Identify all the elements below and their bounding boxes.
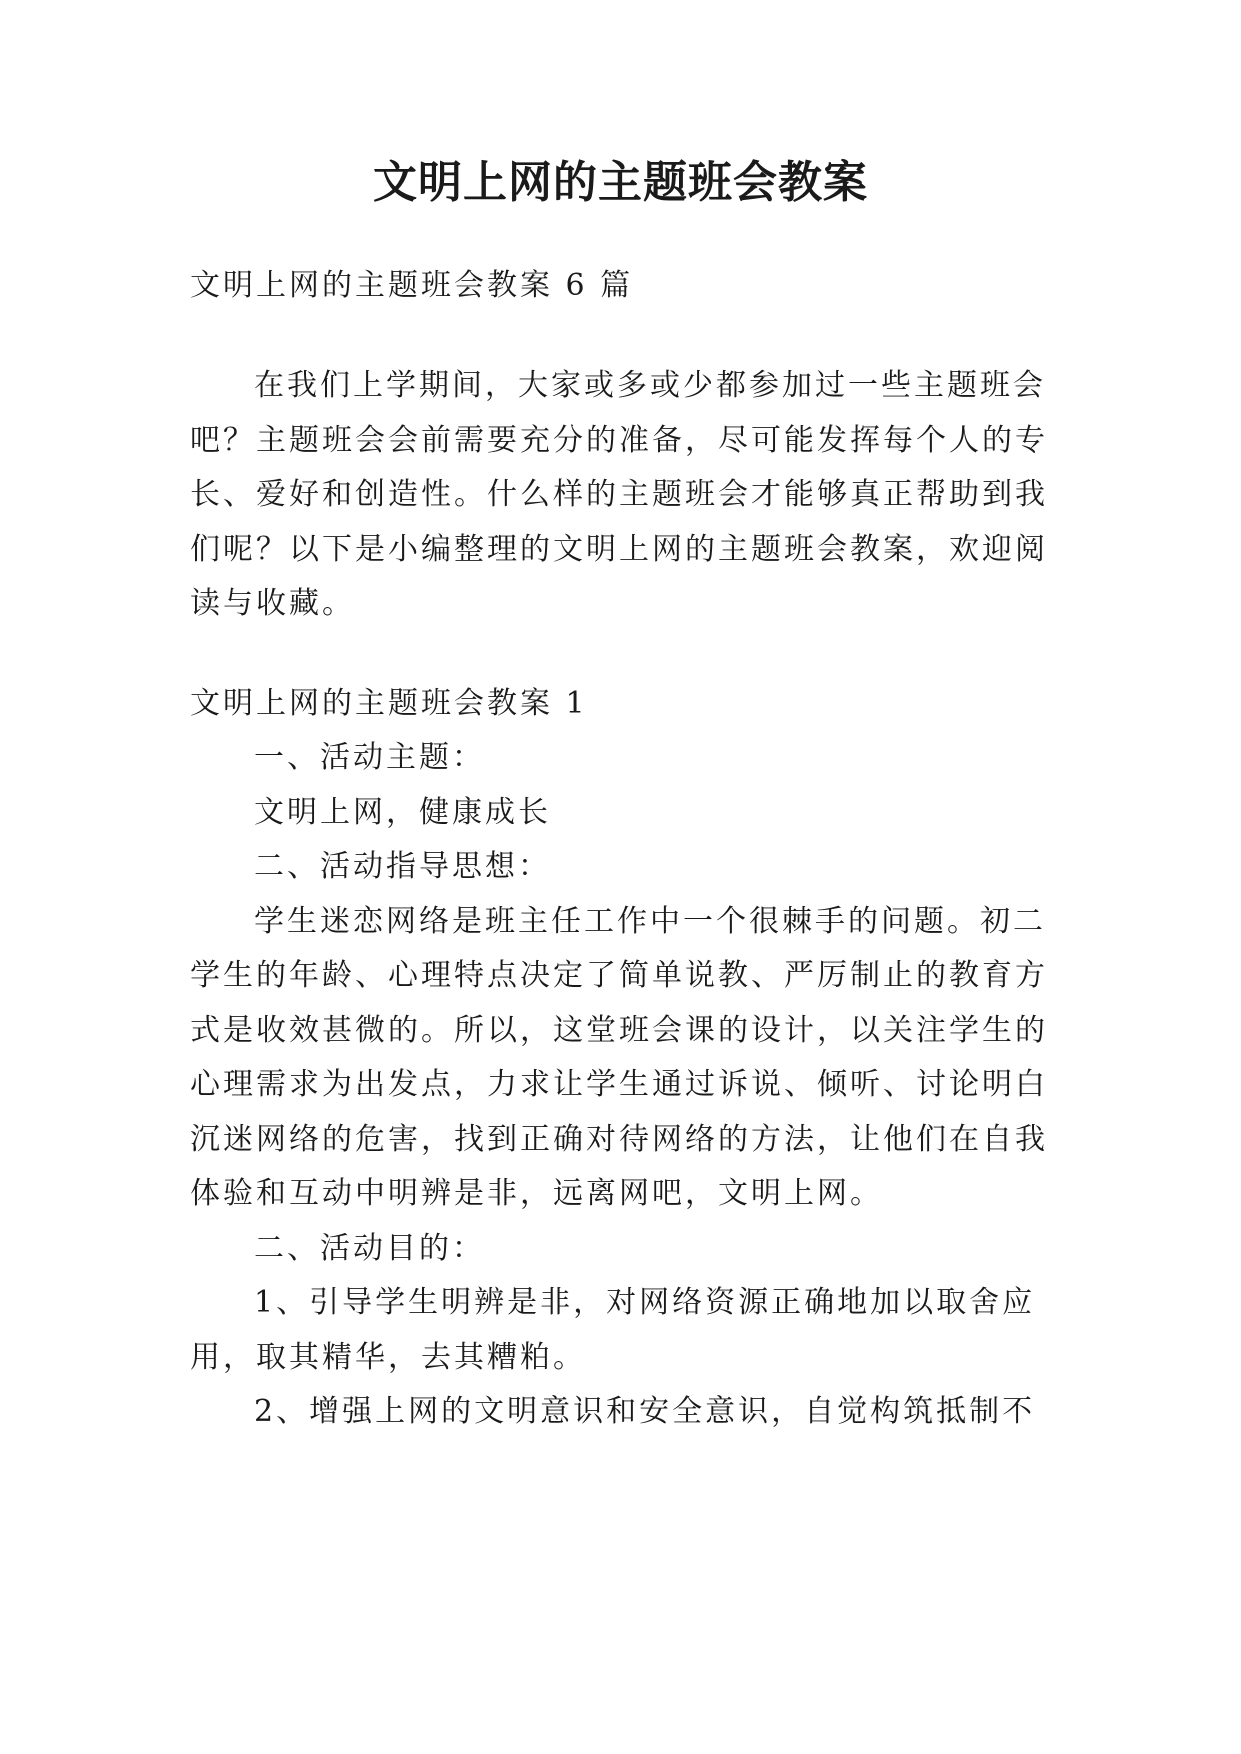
intro-line: 长、爱好和创造性。什么样的主题班会才能够真正帮助到我 [190,477,1048,512]
theme-heading: 一、活动主题： [254,740,485,775]
document-subtitle: 文明上网的主题班会教案 6 篇 [190,268,634,303]
intro-line: 在我们上学期间，大家或多或少都参加过一些主题班会 [254,368,1046,403]
guide-line: 心理需求为出发点，力求让学生通过诉说、倾听、讨论明白 [190,1067,1048,1102]
goal-line: 用，取其精华，去其糟粕。 [190,1340,586,1375]
guide-heading: 二、活动指导思想： [254,849,551,884]
theme-text: 文明上网，健康成长 [254,795,551,830]
goal-heading: 二、活动目的： [254,1231,485,1266]
guide-line: 学生迷恋网络是班主任工作中一个很棘手的问题。初二 [254,904,1046,939]
intro-line: 吧？主题班会会前需要充分的准备，尽可能发挥每个人的专 [190,423,1048,458]
guide-line: 式是收效甚微的。所以，这堂班会课的设计，以关注学生的 [190,1013,1048,1048]
guide-line: 学生的年龄、心理特点决定了简单说教、严厉制止的教育方 [190,958,1048,993]
guide-line: 沉迷网络的危害，找到正确对待网络的方法，让他们在自我 [190,1122,1048,1157]
section-heading: 文明上网的主题班会教案 1 [190,686,588,721]
guide-line: 体验和互动中明辨是非，远离网吧，文明上网。 [190,1176,883,1211]
goal-line: 1、引导学生明辨是非，对网络资源正确地加以取舍应 [254,1285,1036,1320]
document-title: 文明上网的主题班会教案 [373,157,868,208]
intro-line: 们呢？以下是小编整理的文明上网的主题班会教案，欢迎阅 [190,532,1048,567]
intro-line: 读与收藏。 [190,586,355,621]
goal-line: 2、增强上网的文明意识和安全意识，自觉构筑抵制不 [254,1394,1036,1429]
